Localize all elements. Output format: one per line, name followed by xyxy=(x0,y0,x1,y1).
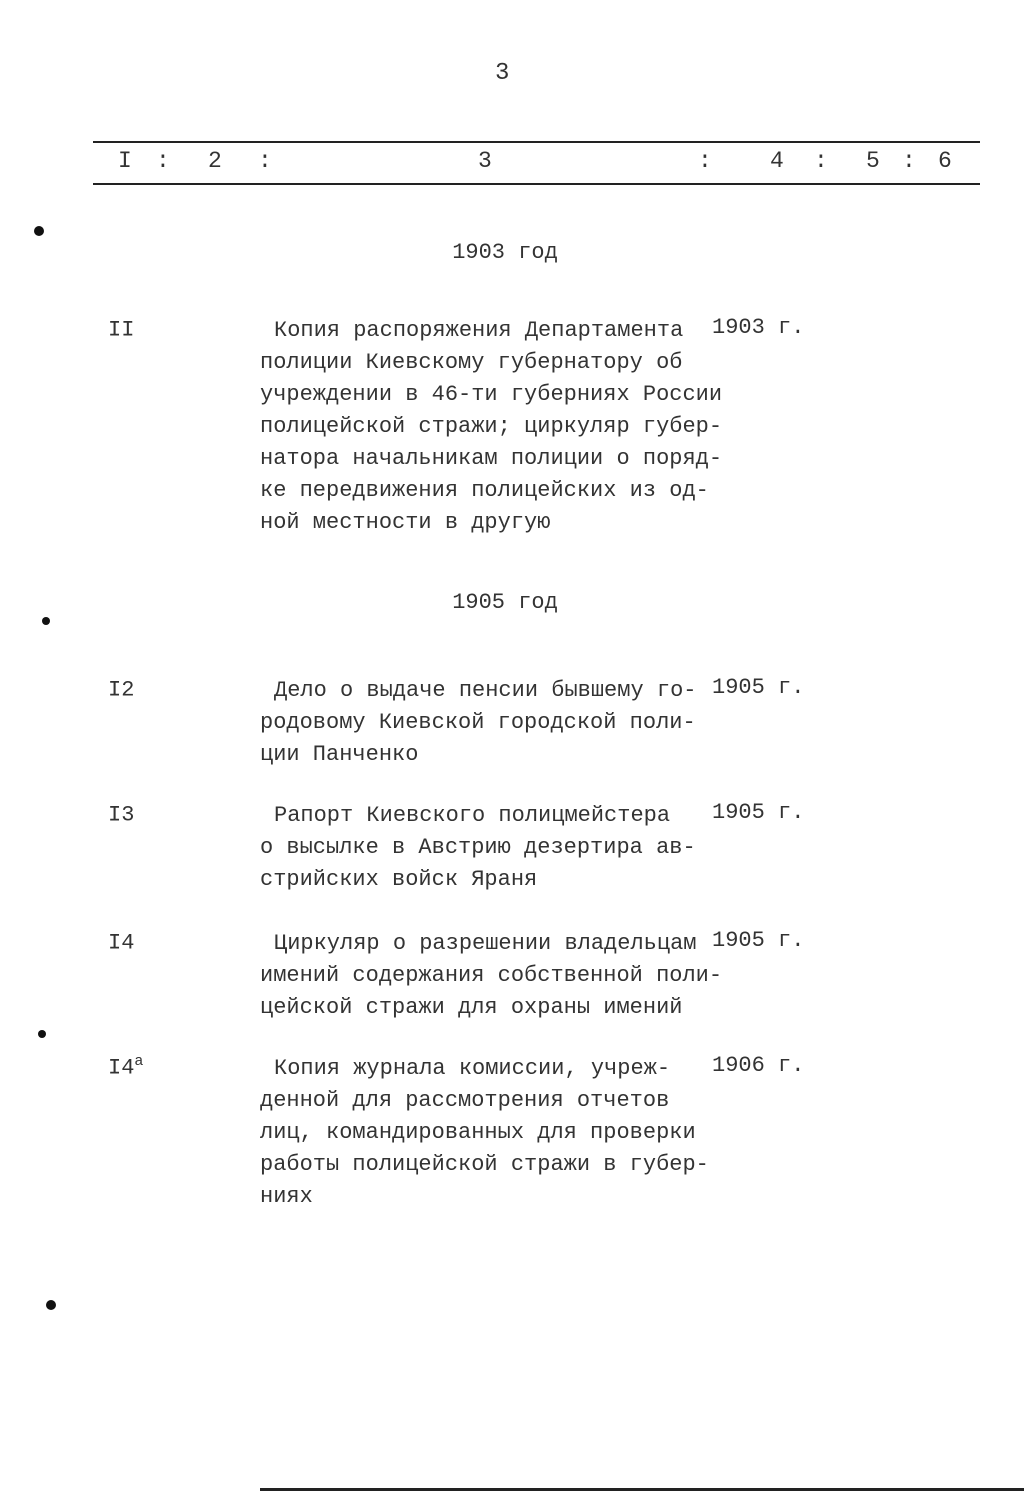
entry-number xyxy=(108,1053,143,1080)
description-line: работы полицейской стражи в губер- xyxy=(260,1152,709,1177)
entry-date: 1905 г. xyxy=(712,928,805,953)
description-line: имений содержания собственной поли- xyxy=(260,963,723,988)
entry-number xyxy=(108,675,134,702)
bottom-rule xyxy=(260,1488,1024,1491)
description-line: Рапорт Киевского полицмейстера xyxy=(274,803,671,828)
col-5: 5 xyxy=(866,148,880,174)
description-line: учреждении в 46-ти губерниях России xyxy=(260,382,723,407)
punch-hole-mark xyxy=(42,617,50,625)
header-rule-top xyxy=(93,141,980,143)
entry-date: 1906 г. xyxy=(712,1053,805,1078)
col-4: 4 xyxy=(770,148,784,174)
entry-description xyxy=(260,315,722,539)
year-heading: 1903 год xyxy=(452,240,558,265)
page-number: 3 xyxy=(495,60,510,87)
entry-date: 1903 г. xyxy=(712,315,805,340)
description-line: Циркуляр о разрешении владельцам xyxy=(274,931,697,956)
description-line: стрийских войск Яраня xyxy=(260,867,538,892)
entry-number-value: I4 xyxy=(108,1055,135,1081)
punch-hole-mark xyxy=(38,1030,46,1038)
col-sep: : xyxy=(698,148,712,174)
col-sep: : xyxy=(902,148,916,174)
entry-number xyxy=(108,928,134,955)
col-sep: : xyxy=(814,148,828,174)
description-line: цейской стражи для охраны имений xyxy=(260,995,683,1020)
description-line: лиц, командированных для проверки xyxy=(260,1120,696,1145)
punch-hole-mark xyxy=(34,226,44,236)
description-line: денной для рассмотрения отчетов xyxy=(260,1088,670,1113)
year-heading: 1905 год xyxy=(452,590,558,615)
description-line: ции Панченко xyxy=(260,742,419,767)
entry-description xyxy=(260,800,696,896)
punch-hole-mark xyxy=(46,1300,56,1310)
entry-number-value: I2 xyxy=(108,677,135,703)
description-line: Дело о выдаче пенсии бывшему го- xyxy=(274,678,697,703)
entry-number xyxy=(108,315,134,342)
entry-number-value: II xyxy=(108,317,135,343)
entry-date: 1905 г. xyxy=(712,800,805,825)
description-line: полиции Киевскому губернатору об xyxy=(260,350,683,375)
entry-date: 1905 г. xyxy=(712,675,805,700)
entry-description xyxy=(260,1053,709,1213)
description-line: о высылке в Австрию дезертира ав- xyxy=(260,835,696,860)
entry-description xyxy=(260,928,722,1024)
header-rule-bottom xyxy=(93,183,980,185)
description-line: Копия журнала комиссии, учреж- xyxy=(274,1056,671,1081)
description-line: натора начальникам полиции о поряд- xyxy=(260,446,723,471)
col-1: I xyxy=(118,148,132,174)
entry-number-value: I4 xyxy=(108,930,135,956)
col-sep: : xyxy=(156,148,170,174)
entry-number-suffix: а xyxy=(134,1053,144,1070)
entry-description xyxy=(260,675,696,771)
col-2: 2 xyxy=(208,148,222,174)
entry-number xyxy=(108,800,134,827)
col-6: 6 xyxy=(938,148,952,174)
col-3: 3 xyxy=(478,148,492,174)
col-sep: : xyxy=(258,148,272,174)
description-line: ке передвижения полицейских из од- xyxy=(260,478,709,503)
description-line: ной местности в другую xyxy=(260,510,551,535)
description-line: родовому Киевской городской поли- xyxy=(260,710,696,735)
entry-number-value: I3 xyxy=(108,802,135,828)
description-line: полицейской стражи; циркуляр губер- xyxy=(260,414,723,439)
description-line: Копия распоряжения Департамента xyxy=(274,318,684,343)
description-line: ниях xyxy=(260,1184,313,1209)
